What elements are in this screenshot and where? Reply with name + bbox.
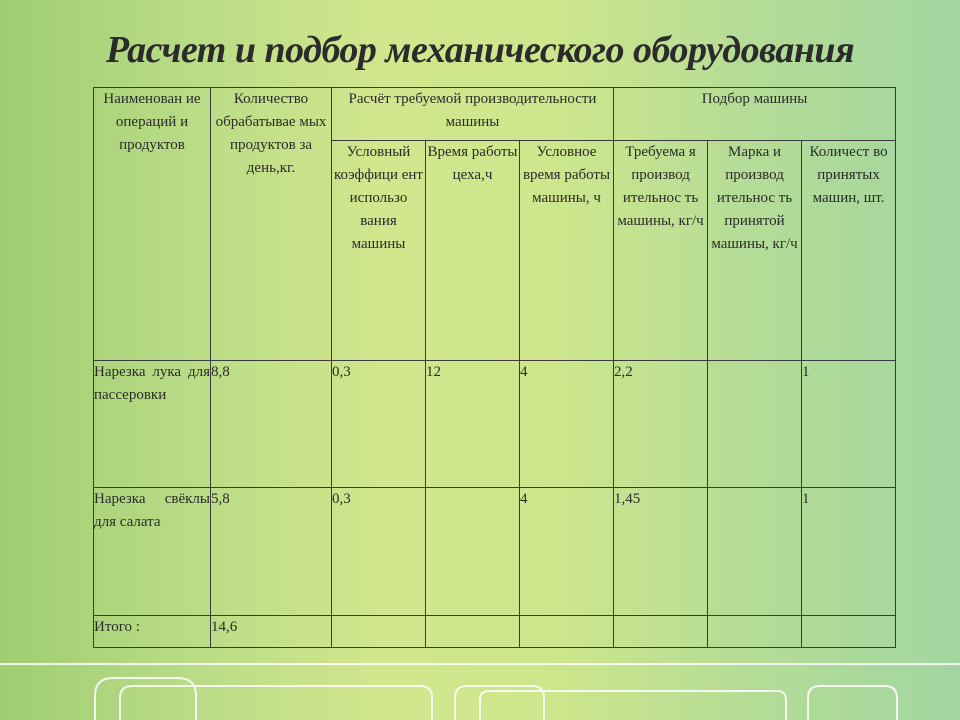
header-usage-coefficient: Условный коэффици ент использо вания машины bbox=[332, 141, 426, 361]
header-machine-brand: Марка и производ ительнос ть принятой машины, кг/ч bbox=[708, 141, 802, 361]
header-machine-count: Количест во принятых машин, шт. bbox=[802, 141, 896, 361]
equipment-table bbox=[93, 87, 896, 648]
total-empty-cell bbox=[520, 616, 614, 648]
total-empty-cell bbox=[332, 616, 426, 648]
total-empty-cell bbox=[802, 616, 896, 648]
total-row bbox=[94, 616, 896, 648]
header-required-performance: Требуема я производ ительнос ть машины, кг/ч bbox=[614, 141, 708, 361]
table-row bbox=[94, 488, 896, 616]
row-conditional-work-time: 4 bbox=[520, 488, 614, 616]
total-empty-cell bbox=[614, 616, 708, 648]
row-usage-coefficient: 0,3 bbox=[332, 488, 426, 616]
total-empty-cell bbox=[708, 616, 802, 648]
header-quantity: Количество обрабатывае мых продуктов за день,кг. bbox=[211, 88, 332, 361]
row-operation-name: Нарезка свёклы для салата bbox=[94, 488, 211, 616]
row-quantity: 5,8 bbox=[211, 488, 332, 616]
row-required-performance: 1,45 bbox=[614, 488, 708, 616]
row-machine-brand bbox=[708, 488, 802, 616]
header-row-1 bbox=[94, 88, 896, 141]
slide-title: Расчет и подбор механического оборудования bbox=[105, 29, 855, 71]
table-row bbox=[94, 361, 896, 488]
total-quantity: 14,6 bbox=[211, 616, 332, 648]
row-conditional-work-time: 4 bbox=[520, 361, 614, 488]
row-shop-work-time: 12 bbox=[426, 361, 520, 488]
total-empty-cell bbox=[426, 616, 520, 648]
row-shop-work-time bbox=[426, 488, 520, 616]
row-machine-brand bbox=[708, 361, 802, 488]
total-label: Итого : bbox=[94, 616, 211, 648]
header-operation-name: Наименован ие операций и продуктов bbox=[94, 88, 211, 361]
header-conditional-work-time: Условное время работы машины, ч bbox=[520, 141, 614, 361]
row-operation-name: Нарезка лука для пассеровки bbox=[94, 361, 211, 488]
header-shop-work-time: Время работы цеха,ч bbox=[426, 141, 520, 361]
header-group-calculation: Расчёт требуемой производительности машины bbox=[332, 88, 614, 141]
row-machine-count: 1 bbox=[802, 361, 896, 488]
row-machine-count: 1 bbox=[802, 488, 896, 616]
row-quantity: 8,8 bbox=[211, 361, 332, 488]
header-group-selection: Подбор машины bbox=[614, 88, 896, 141]
row-required-performance: 2,2 bbox=[614, 361, 708, 488]
row-usage-coefficient: 0,3 bbox=[332, 361, 426, 488]
decorative-arches bbox=[0, 658, 960, 720]
